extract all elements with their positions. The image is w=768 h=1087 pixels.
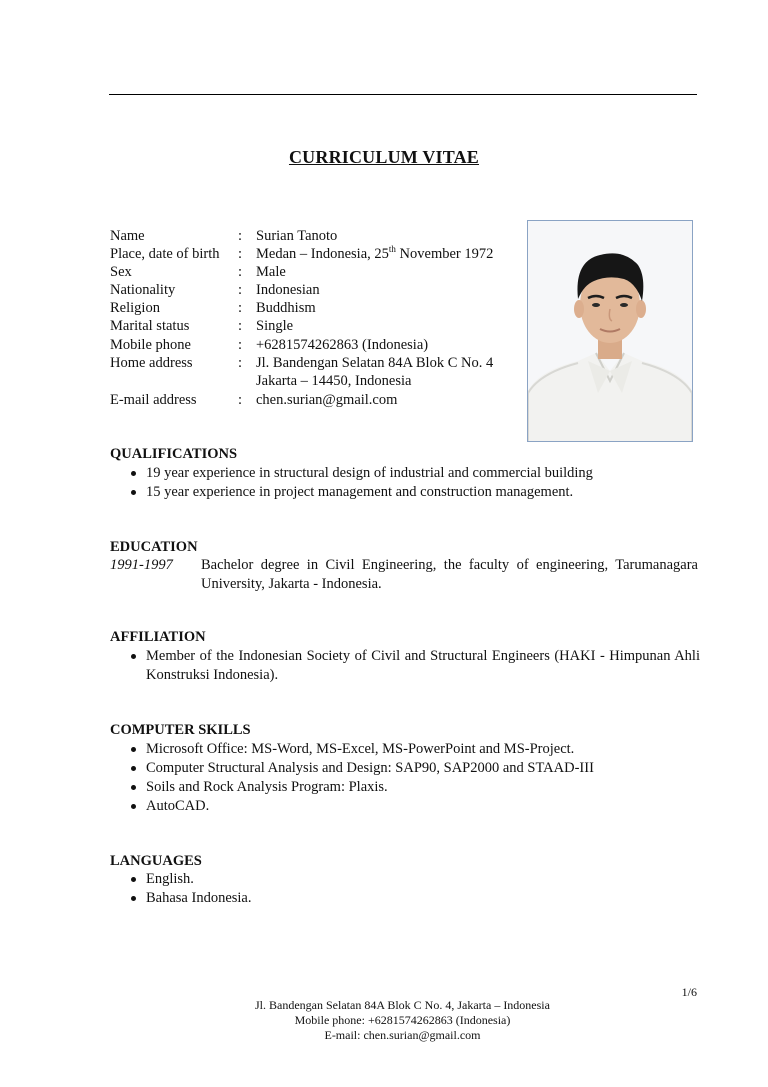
info-separator: :: [238, 300, 243, 316]
list-item: 15 year experience in project management and construction management.: [110, 483, 700, 502]
info-label: E-mail address: [110, 392, 197, 408]
footer-address: Jl. Bandengan Selatan 84A Blok C No. 4, Jakarta – Indonesia: [255, 998, 550, 1012]
list-item: Computer Structural Analysis and Design: SAP90, SAP2000 and STAAD-III: [110, 759, 700, 778]
page-number: 1/6: [681, 985, 697, 999]
list-item: Member of the Indonesian Society of Civil and Structural Engineers (HAKI - Himpunan Ahli Konstruksi Indonesia).: [110, 647, 700, 685]
info-label: Nationality: [110, 282, 176, 298]
education-description: Bachelor degree in Civil Engineering, the faculty of engineering, Tarumanagara University, Jakarta - Indonesia.: [201, 557, 698, 592]
info-value: Buddhism: [256, 300, 316, 316]
info-label: Mobile phone: [110, 337, 191, 353]
computer-skills-list: [110, 740, 700, 816]
page-title: CURRICULUM VITAE: [288, 147, 480, 167]
list-item: English.: [110, 870, 700, 889]
qualifications-heading: QUALIFICATIONS: [110, 446, 238, 462]
education-heading: EDUCATION: [110, 539, 198, 555]
info-label: Sex: [110, 264, 132, 280]
info-separator: :: [238, 318, 243, 334]
page-footer: [0, 998, 768, 1043]
ordinal-suffix: th: [388, 244, 396, 255]
list-item: Bahasa Indonesia.: [110, 889, 700, 908]
info-label: Home address: [110, 355, 193, 371]
portrait-illustration: [528, 221, 692, 441]
birth-value-pre: Medan – Indonesia, 25: [256, 246, 389, 262]
footer-phone: Mobile phone: +6281574262863 (Indonesia): [294, 1013, 511, 1027]
list-item: AutoCAD.: [110, 797, 700, 816]
info-value: Male: [256, 264, 286, 280]
computer-skills-heading: COMPUTER SKILLS: [110, 722, 251, 738]
info-separator: :: [238, 264, 243, 280]
info-label: Name: [110, 228, 145, 244]
profile-photo: [527, 220, 693, 442]
info-label: Religion: [110, 300, 160, 316]
footer-email: E-mail: chen.surian@gmail.com: [324, 1028, 481, 1042]
info-value: Single: [256, 318, 294, 334]
info-value: Jl. Bandengan Selatan 84A Blok C No. 4: [256, 355, 494, 371]
info-label: Marital status: [110, 318, 190, 334]
info-value: +6281574262863 (Indonesia): [256, 337, 429, 353]
education-period: 1991-1997: [110, 557, 173, 573]
info-separator: :: [238, 355, 243, 371]
info-separator: :: [238, 337, 243, 353]
header-rule: [109, 94, 697, 95]
info-value: Jakarta – 14450, Indonesia: [256, 373, 412, 389]
list-item: Microsoft Office: MS-Word, MS-Excel, MS-PowerPoint and MS-Project.: [110, 740, 700, 759]
affiliation-heading: AFFILIATION: [110, 629, 206, 645]
languages-heading: LANGUAGES: [110, 853, 202, 869]
info-separator: :: [238, 392, 243, 408]
birth-value-post: November 1972: [395, 246, 494, 262]
info-label: Place, date of birth: [110, 246, 220, 262]
list-item: 19 year experience in structural design of industrial and commercial building: [110, 464, 700, 483]
info-value: chen.surian@gmail.com: [256, 392, 398, 408]
info-value: Surian Tanoto: [256, 228, 338, 244]
affiliation-list: [110, 647, 700, 685]
info-separator: :: [238, 228, 243, 244]
info-separator: :: [238, 246, 243, 262]
info-separator: :: [238, 282, 243, 298]
list-item: Soils and Rock Analysis Program: Plaxis.: [110, 778, 700, 797]
info-value: Indonesian: [256, 282, 320, 298]
info-value: [256, 245, 493, 263]
languages-list: [110, 870, 700, 908]
qualifications-list: [110, 464, 700, 502]
